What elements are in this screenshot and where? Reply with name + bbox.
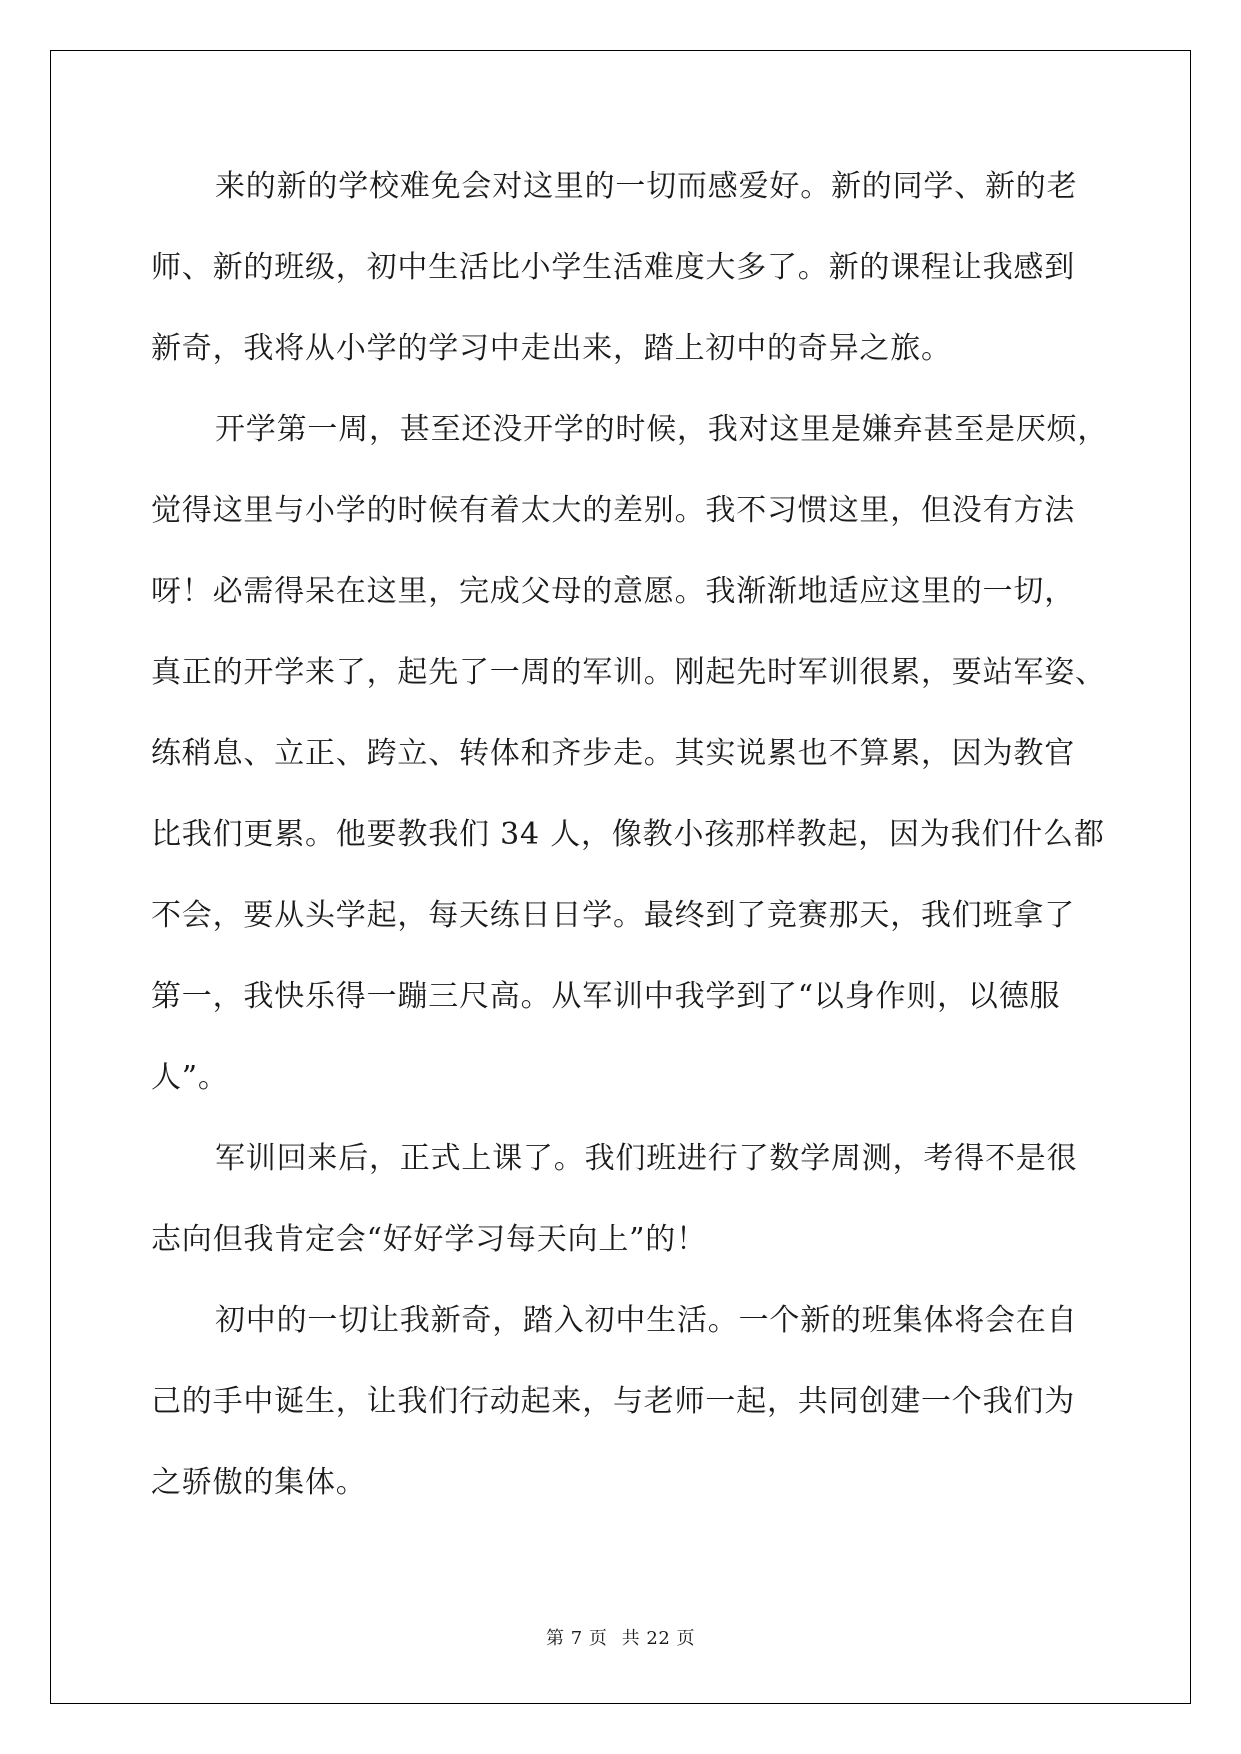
text-line: 不会，要从头学起，每天练日日学。最终到了竞赛那天，我们班拿了 [151, 898, 1075, 933]
text-line: 己的手中诞生，让我们行动起来，与老师一起，共同创建一个我们为 [151, 1384, 1075, 1419]
text-line: 初中的一切让我新奇，踏入初中生活。一个新的班集体将会在自 [215, 1303, 1078, 1338]
text-line: 志向但我肯定会“好好学习每天向上”的！ [151, 1222, 707, 1257]
text-line: 开学第一周，甚至还没开学的时候，我对这里是嫌弃甚至是厌烦， [215, 412, 1109, 447]
text-line: 第一，我快乐得一蹦三尺高。从军训中我学到了“以身作则，以德服 [151, 979, 1061, 1014]
paragraph [151, 1294, 1087, 1510]
page-total: 共 22 页 [621, 1628, 695, 1649]
text-line: 军训回来后，正式上课了。我们班进行了数学周测，考得不是很 [215, 1141, 1078, 1176]
page-footer [0, 1624, 1241, 1650]
text-line: 人”。 [151, 1060, 229, 1095]
text-line: 比我们更累。他要教我们 34 人，像教小孩那样教起，因为我们什么都 [151, 817, 1105, 852]
paragraph [151, 160, 1087, 376]
text-line: 来的新的学校难免会对这里的一切而感爱好。新的同学、新的老 [215, 169, 1078, 204]
text-line: 师、新的班级，初中生活比小学生活难度大多了。新的课程让我感到 [151, 250, 1075, 285]
text-line: 呀！必需得呆在这里，完成父母的意愿。我渐渐地适应这里的一切， [151, 574, 1075, 609]
text-line: 之骄傲的集体。 [151, 1465, 367, 1500]
text-line: 新奇，我将从小学的学习中走出来，踏上初中的奇异之旅。 [151, 331, 952, 366]
text-line: 练稍息、立正、跨立、转体和齐步走。其实说累也不算累，因为教官 [151, 736, 1075, 771]
text-line: 觉得这里与小学的时候有着太大的差别。我不习惯这里，但没有方法 [151, 493, 1075, 528]
text-line: 真正的开学来了，起先了一周的军训。刚起先时军训很累，要站军姿、 [151, 655, 1106, 690]
paragraph [151, 1132, 1087, 1267]
page-number: 第 7 页 [546, 1628, 608, 1649]
document-body [151, 160, 1109, 1537]
paragraph [151, 403, 1109, 1105]
